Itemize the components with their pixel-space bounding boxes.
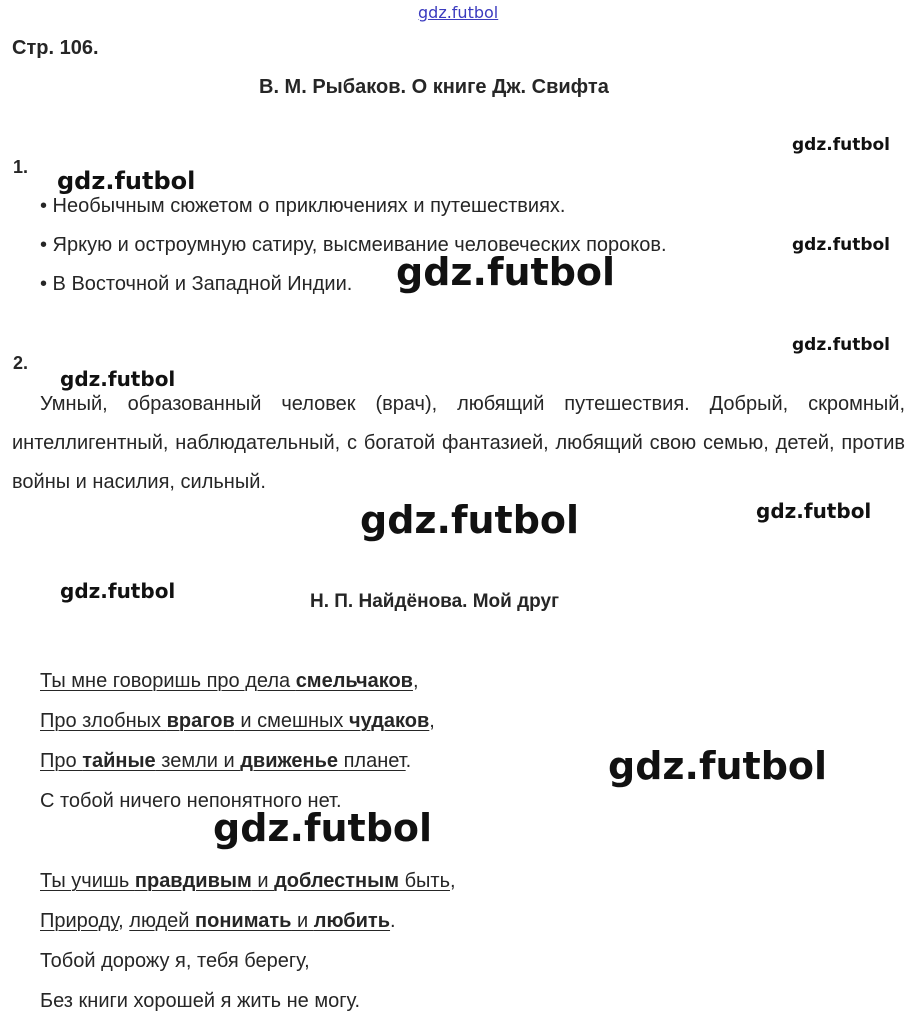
poem-keyword: доблестным <box>274 870 400 892</box>
page-number: Стр. 106. <box>12 37 99 59</box>
poem-text: земли и <box>155 750 241 772</box>
poem-text: и смешных <box>234 710 349 732</box>
watermark: gdz.futbol <box>213 806 433 850</box>
watermark: gdz.futbol <box>792 335 890 355</box>
poem-keyword: движенье <box>240 750 339 772</box>
poem-keyword: любить <box>313 910 391 932</box>
poem-text: Ты мне говоришь про дела <box>40 670 296 692</box>
answer-paragraph: Умный, образованный человек (врач), любящий путешествия. Добрый, скромный, интеллигентный, наблюдательный, с богатой фантазией, любящий свою семью, детей, против войны и насилия, сильный. <box>12 393 905 493</box>
poem-keyword: правдивым <box>134 870 252 892</box>
poem-keyword: смельчаков <box>295 670 413 692</box>
poem-text: Ты учишь <box>40 870 135 892</box>
question-number: 2. <box>13 353 29 373</box>
watermark: gdz.futbol <box>756 499 872 523</box>
poem-text: Природу <box>40 910 119 932</box>
section-title: В. М. Рыбаков. О книге Дж. Свифта <box>259 76 609 98</box>
poem-text: Про <box>40 750 83 772</box>
poem-line <box>40 901 456 941</box>
poem-text: , <box>118 910 130 932</box>
watermark: gdz.futbol <box>792 135 890 155</box>
poem-text: Про злобных <box>40 710 167 732</box>
poem-keyword: врагов <box>166 710 235 732</box>
watermark: gdz.futbol <box>57 167 196 195</box>
watermark: gdz.futbol <box>792 235 890 255</box>
section-title: Н. П. Найдёнова. Мой друг <box>310 591 560 612</box>
answer-item: • В Восточной и Западной Индии. <box>40 273 353 295</box>
poem-text: и <box>291 910 314 932</box>
watermark: gdz.futbol <box>608 744 828 788</box>
poem-text: людей <box>129 910 196 932</box>
poem-keyword: тайные <box>82 750 156 772</box>
poem-line <box>40 661 435 701</box>
question-number: 1. <box>13 157 29 177</box>
poem-line <box>40 861 456 901</box>
poem-stanza-2 <box>40 861 456 1021</box>
poem-line <box>40 701 435 741</box>
poem-line <box>40 741 435 781</box>
poem-text: быть <box>399 870 450 892</box>
poem-text: планет <box>338 750 406 772</box>
answer-item: • Необычным сюжетом о приключениях и путешествиях. <box>40 195 566 217</box>
poem-text: , <box>412 670 419 692</box>
poem-text: и <box>251 870 275 892</box>
poem-stanza-1 <box>40 661 435 821</box>
poem-text: , <box>449 870 456 892</box>
poem-keyword: чудаков <box>348 710 430 732</box>
answer-item: • Яркую и остроумную сатиру, высмеивание человеческих пороков. <box>40 234 667 256</box>
poem-text: . <box>405 750 412 772</box>
watermark: gdz.futbol <box>396 250 616 294</box>
watermark[interactable]: gdz.futbol <box>418 3 499 22</box>
poem-line: Без книги хорошей я жить не могу. <box>40 990 361 1012</box>
poem-line: С тобой ничего непонятного нет. <box>40 790 342 812</box>
poem-text: . <box>390 910 396 932</box>
watermark: gdz.futbol <box>360 498 580 542</box>
poem-line: Тобой дорожу я, тебя берегу, <box>40 950 310 972</box>
poem-text: , <box>429 710 435 732</box>
watermark: gdz.futbol <box>60 367 176 391</box>
poem-keyword: понимать <box>195 910 292 932</box>
watermark: gdz.futbol <box>60 579 176 603</box>
